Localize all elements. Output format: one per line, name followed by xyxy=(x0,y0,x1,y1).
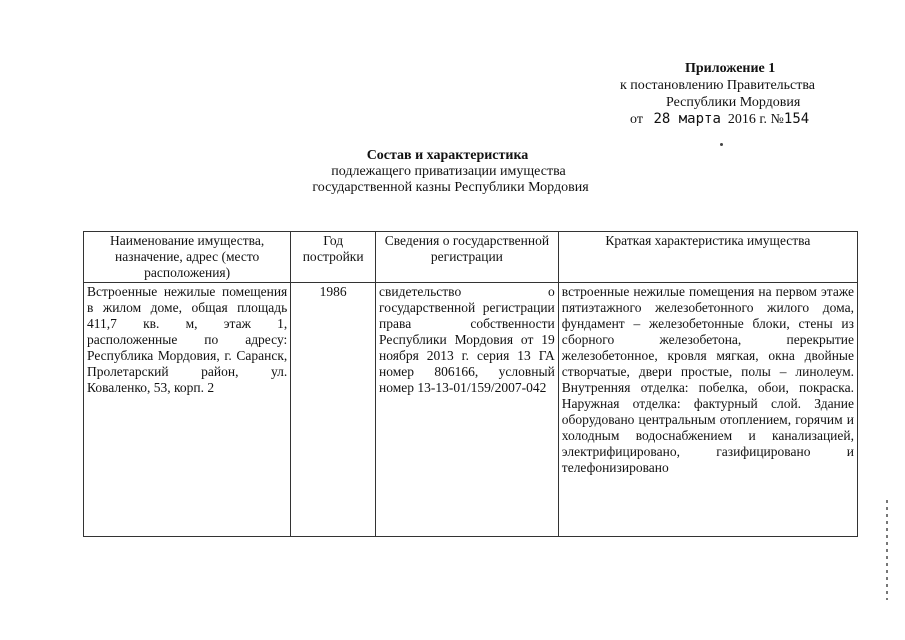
handwritten-date: 28 марта xyxy=(653,111,721,127)
appendix-republic-line: Республики Мордовия xyxy=(666,95,801,110)
cell-name: Встроенные нежилые помещения в жилом доме, общая площадь 411,7 кв. м, этаж 1, расположенные по адресу: Республика Мордовия, г. Саранск, Пролетарский район, ул. Коваленко, 53, корп. 2 xyxy=(84,283,291,537)
header-registration: Сведения о государственной регистрации xyxy=(376,232,559,283)
cell-registration: свидетельство о государственной регистрации права собственности Республики Мордовия от 19 ноября 2013 г. серия 13 ГА номер 806166, условный номер 13-13-01/159/2007-042 xyxy=(376,283,559,537)
appendix-header xyxy=(560,60,900,128)
scan-edge-marks xyxy=(886,500,888,600)
table-header-row xyxy=(84,232,858,283)
heading-line-2: подлежащего приватизации имущества xyxy=(331,164,566,179)
header-description: Краткая характеристика имущества xyxy=(558,232,857,283)
date-year: 2016 г. xyxy=(727,112,768,127)
appendix-title: Приложение 1 xyxy=(685,61,776,76)
cell-year: 1986 xyxy=(291,283,376,537)
document-heading xyxy=(0,148,905,196)
heading-line-3: государственной казны Республики Мордовия xyxy=(312,180,589,195)
appendix-date-line xyxy=(560,111,900,128)
dot-mark xyxy=(720,143,723,146)
property-table xyxy=(83,231,858,537)
number-prefix: № xyxy=(770,112,784,127)
appendix-resolution-line: к постановлению Правительства xyxy=(620,78,816,93)
header-name: Наименование имущества, назначение, адрес (место расположения) xyxy=(84,232,291,283)
date-prefix: от xyxy=(630,112,643,127)
cell-description: встроенные нежилые помещения на первом этаже пятиэтажного железобетонного жилого дома, фундамент – железобетонные блоки, стены из сборного железобетона, перекрытие железобетонное, кровля мягкая, окна двойные створчатые, двери простые, полы – линолеум. Внутренняя отделка: побелка, обои, покраска. Наружная отделка: фактурный слой. Здание оборудовано центральным отоплением, горячим и холодным водоснабжением и канализацией, электрифицировано, газифицировано и телефонизировано xyxy=(558,283,857,537)
heading-title: Состав и характеристика xyxy=(366,148,529,163)
header-year: Год постройки xyxy=(291,232,376,283)
resolution-number: 154 xyxy=(783,111,810,127)
table-row xyxy=(84,283,858,537)
